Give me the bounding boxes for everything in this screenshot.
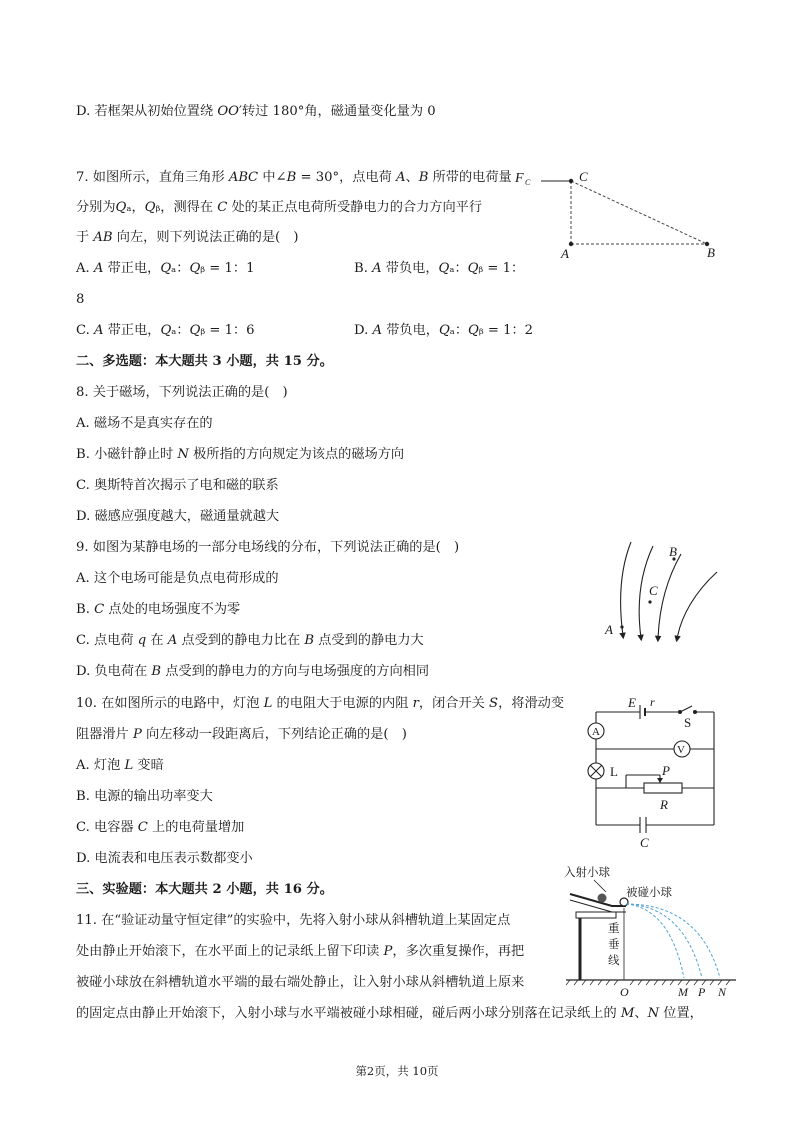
q11-label-target-ball: 被碰小球 [626, 887, 672, 899]
q10-option-c: C. 电容器 𝐶 上的电荷量增加 [76, 820, 245, 835]
q7-option-d: D. 𝐴 带负电，𝑄ₐ：𝑄ᵦ = 1：2 [354, 323, 534, 338]
q10-label-r: r [650, 695, 655, 709]
q10-label-r-rheostat: R [660, 797, 668, 812]
section-3-heading: 三、实验题：本大题共 2 小题，共 16 分。 [76, 882, 333, 897]
q10-circuit-figure [580, 693, 730, 853]
q8-option-a: A. 磁场不是真实存在的 [76, 416, 213, 431]
q8-option-c: C. 奥斯特首次揭示了电和磁的联系 [76, 478, 279, 493]
q6-option-d: D. 若框架从初始位置绕 𝑂𝑂′转过 180°角，磁通量变化量为 0 [76, 104, 436, 119]
q7-fig-point-a [569, 242, 573, 246]
q10-option-a: A. 灯泡 𝐿 变暗 [76, 758, 164, 773]
q9-option-c: C. 点电荷 𝑞 在 𝐴 点受到的静电力比在 𝐵 点受到的静电力大 [76, 633, 424, 648]
q11-label-plumb-3: 线 [608, 955, 620, 967]
q7-fig-side-cb [571, 181, 707, 244]
q7-fig-point-c [569, 179, 573, 183]
q10-label-s: S [684, 715, 692, 730]
q9-field-line-1 [621, 542, 631, 636]
q7-option-a: A. 𝐴 带正电，𝑄ₐ：𝑄ᵦ = 1：1 [76, 261, 255, 276]
q7-fig-force-subscript: C [525, 178, 531, 187]
q11-target-ball [620, 898, 628, 906]
q10-stem-line1: 10. 在如图所示的电路中，灯泡 𝐿 的电阻大于电源的内阻 𝑟，闭合开关 𝑆，将滑动变 [76, 696, 565, 711]
q10-label-p: P [662, 763, 670, 778]
q7-stem-line3: 于 𝐴𝐵 向左，则下列说法正确的是( ) [76, 230, 299, 245]
q7-fig-label-b: B [707, 245, 715, 260]
q11-trajectory-p [626, 904, 702, 978]
q7-stem-line1: 7. 如图所示，直角三角形 𝐴𝐵𝐶 中∠𝐵 = 30°，点电荷 𝐴、𝐵 所带的电荷量 [76, 170, 512, 185]
q9-stem: 9. 如图为某静电场的一部分电场线的分布，下列说法正确的是( ) [76, 540, 460, 555]
q10-voltmeter-label: V [677, 744, 685, 756]
q9-option-d: D. 负电荷在 𝐵 点受到的静电力的方向与电场强度的方向相同 [76, 664, 430, 679]
q11-label-n: N [718, 985, 727, 999]
q9-label-b: B [669, 544, 677, 559]
q7-fig-label-a: A [561, 246, 569, 261]
q11-stem-line4: 的固定点由静止开始滚下，入射小球与水平端被碰小球相碰，碰后两小球分别落在记录纸上的 𝑀、𝑁 位置， [76, 1006, 703, 1021]
q10-option-b: B. 电源的输出功率变大 [76, 789, 213, 804]
q11-incident-pointer [594, 880, 606, 892]
q8-option-b: B. 小磁针静止时 𝑁 极所指的方向规定为该点的磁场方向 [76, 447, 405, 462]
q11-label-incident-ball: 入射小球 [564, 867, 610, 879]
q9-label-a: A [605, 622, 613, 637]
q10-label-l: L [610, 764, 618, 779]
q11-label-m: M [678, 985, 688, 999]
q11-stem-line3: 被碰小球放在斜槽轨道水平端的最右端处静止，让入射小球从斜槽轨道上原来 [76, 975, 525, 990]
q10-ammeter-label: A [592, 726, 600, 738]
q9-option-b: B. 𝐶 点处的电场强度不为零 [76, 602, 241, 617]
q7-option-c: C. 𝐴 带正电，𝑄ₐ：𝑄ᵦ = 1：6 [76, 323, 255, 338]
q9-point-c [648, 600, 651, 603]
q9-field-lines-figure [595, 540, 725, 645]
q7-fig-force-label: F [515, 171, 524, 186]
q10-option-d: D. 电流表和电压表示数都变小 [76, 851, 253, 866]
q9-field-line-4 [677, 572, 717, 639]
q8-option-d: D. 磁感应强度越大，磁通量就越大 [76, 509, 280, 524]
q11-label-p: P [698, 985, 706, 999]
q11-stem-line2: 处由静止开始滚下，在水平面上的记录纸上留下印读 𝑃，多次重复操作，再把 [76, 944, 525, 959]
q7-fig-label-c: C [579, 169, 588, 184]
q11-label-plumb-2: 垂 [608, 939, 620, 951]
q10-stem-line2: 阻器滑片 𝑃 向左移动一段距离后，下列结论正确的是( ) [76, 727, 407, 742]
section-2-heading: 二、多选题：本大题共 3 小题，共 15 分。 [76, 354, 333, 369]
q9-point-a [620, 625, 623, 628]
q9-option-a: A. 这个电场可能是负点电荷形成的 [76, 571, 279, 586]
q7-triangle-figure [505, 160, 735, 265]
q8-stem: 8. 关于磁场，下列说法正确的是( ) [76, 385, 288, 400]
q10-label-e: E [628, 695, 636, 710]
q11-label-o: O [620, 985, 629, 999]
q9-label-c: C [649, 583, 658, 598]
q9-field-line-3 [658, 554, 681, 639]
q11-collision-apparatus-figure [560, 862, 740, 1000]
q11-table-top [576, 912, 616, 918]
q7-option-b: B. 𝐴 带负电，𝑄ₐ：𝑄ᵦ = 1： [354, 261, 525, 276]
q7-stem-line2: 分别为𝑄ₐ，𝑄ᵦ，测得在 𝐶 处的某正点电荷所受静电力的合力方向平行 [76, 200, 483, 215]
q11-incident-ball [598, 894, 607, 903]
q11-stem-line1: 11. 在“验证动量守恒定律”的实验中，先将入射小球从斜槽轨道上某固定点 [76, 913, 511, 928]
q7-option-b-continued: 8 [76, 292, 85, 307]
q11-label-plumb-1: 重 [608, 923, 620, 935]
q10-label-c: C [640, 835, 649, 850]
page-footer: 第2页，共 10页 [355, 1064, 439, 1078]
